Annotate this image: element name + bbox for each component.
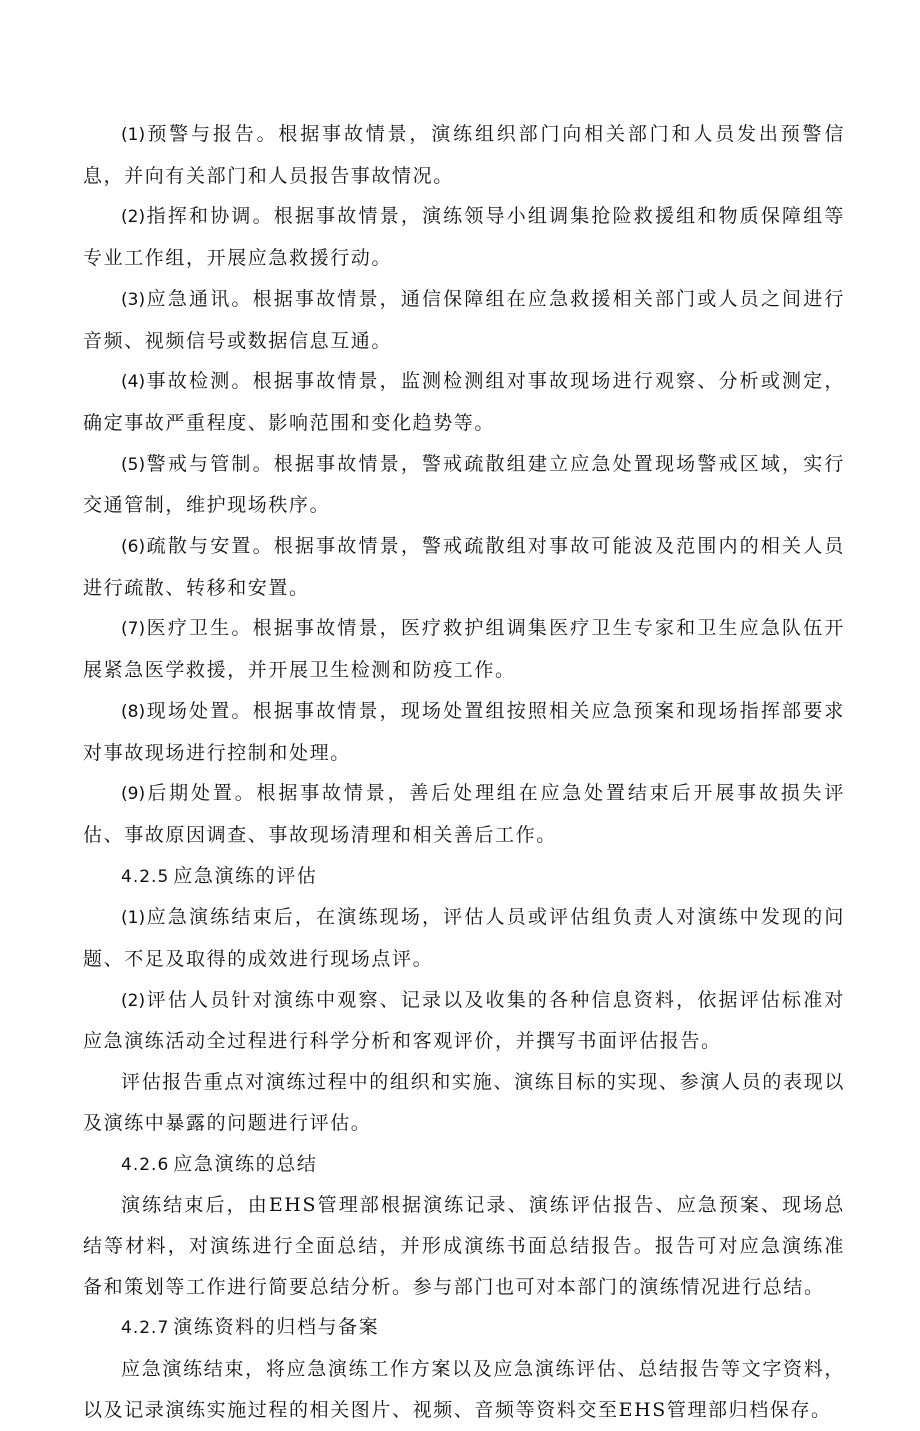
item-number: (7) <box>121 619 146 640</box>
drill-item-8 <box>83 691 845 773</box>
item-text: 疏散与安置。根据事故情景，警戒疏散组对事故可能波及范围内的相关人员进行疏散、转移和安置。 <box>83 535 845 599</box>
section-title: 演练资料的归档与备案 <box>173 1316 380 1339</box>
item-text: 应急演练结束后，在演练现场，评估人员或评估组负责人对演练中发现的问题、不足及取得的成效进行现场点评。 <box>83 906 845 971</box>
drill-item-9 <box>83 773 845 855</box>
item-number: (2) <box>121 207 146 228</box>
item-text: 现场处置。根据事故情景，现场处置组按照相关应急预案和现场指挥部要求对事故现场进行控制和处理。 <box>83 699 845 764</box>
section-heading-4-2-7 <box>83 1307 845 1349</box>
item-number: (5) <box>121 454 146 475</box>
item-text: 预警与报告。根据事故情景，演练组织部门向相关部门和人员发出预警信息，并向有关部门和人员报告事故情况。 <box>83 123 845 187</box>
item-text: 指挥和协调。根据事故情景，演练领导小组调集抢险救援组和物质保障组等专业工作组，开展应急救援行动。 <box>83 205 845 270</box>
section-number: 4.2.6 <box>121 1154 170 1175</box>
item-number: (8) <box>121 701 146 722</box>
summary-paragraph: 演练结束后，由EHS管理部根据演练记录、演练评估报告、应急预案、现场总结等材料，对演练进行全面总结，并形成演练书面总结报告。报告可对应急演练准备和策划等工作进行简要总结分析。参与部门也可对本部门的演练情况进行总结。 <box>83 1194 845 1298</box>
item-text: 事故检测。根据事故情景，监测检测组对事故现场进行观察、分析或测定，确定事故严重程度、影响范围和变化趋势等。 <box>83 370 845 434</box>
item-number: (2) <box>121 990 146 1011</box>
section-number: 4.2.5 <box>121 866 170 887</box>
item-number: (1) <box>121 908 146 929</box>
item-text: 应急通讯。根据事故情景，通信保障组在应急救援相关部门或人员之间进行音频、视频信号或数据信息互通。 <box>83 287 845 352</box>
item-number: (9) <box>121 784 146 805</box>
archive-paragraph: 应急演练结束，将应急演练工作方案以及应急演练评估、总结报告等文字资料，以及记录演练实施过程的相关图片、视频、音频等资料交至EHS管理部归档保存。 <box>83 1358 845 1421</box>
section-title: 应急演练的总结 <box>173 1152 318 1175</box>
document-body <box>83 114 845 1431</box>
item-text: 后期处置。根据事故情景，善后处理组在应急处置结束后开展事故损失评估、事故原因调查、事故现场清理和相关善后工作。 <box>83 782 845 846</box>
section-title: 应急演练的评估 <box>173 864 318 887</box>
drill-item-1 <box>83 114 845 196</box>
item-number: (4) <box>121 372 146 393</box>
item-number: (3) <box>121 289 146 310</box>
section-heading-4-2-5 <box>83 856 845 898</box>
item-number: (1) <box>121 125 146 145</box>
item-text: 评估人员针对演练中观察、记录以及收集的各种信息资料，依据评估标准对应急演练活动全过程进行科学分析和客观评价，并撰写书面评估报告。 <box>83 988 845 1053</box>
drill-item-3 <box>83 279 845 361</box>
item-text: 警戒与管制。根据事故情景，警戒疏散组建立应急处置现场警戒区域，实行交通管制，维护现场秩序。 <box>83 452 845 517</box>
drill-item-5 <box>83 444 845 526</box>
item-text: 医疗卫生。根据事故情景，医疗救护组调集医疗卫生专家和卫生应急队伍开展紧急医学救援，并开展卫生检测和防疫工作。 <box>83 617 845 682</box>
evaluation-paragraph: 评估报告重点对演练过程中的组织和实施、演练目标的实现、参演人员的表现以及演练中暴露的问题进行评估。 <box>83 1071 845 1134</box>
drill-item-6 <box>83 526 845 608</box>
section-heading-4-2-6 <box>83 1144 845 1186</box>
drill-item-7 <box>83 608 845 690</box>
section-number: 4.2.7 <box>121 1318 170 1339</box>
evaluation-item-2 <box>83 980 845 1062</box>
drill-item-2 <box>83 196 845 278</box>
item-number: (6) <box>121 537 146 558</box>
drill-item-4 <box>83 361 845 443</box>
evaluation-item-1 <box>83 897 845 979</box>
